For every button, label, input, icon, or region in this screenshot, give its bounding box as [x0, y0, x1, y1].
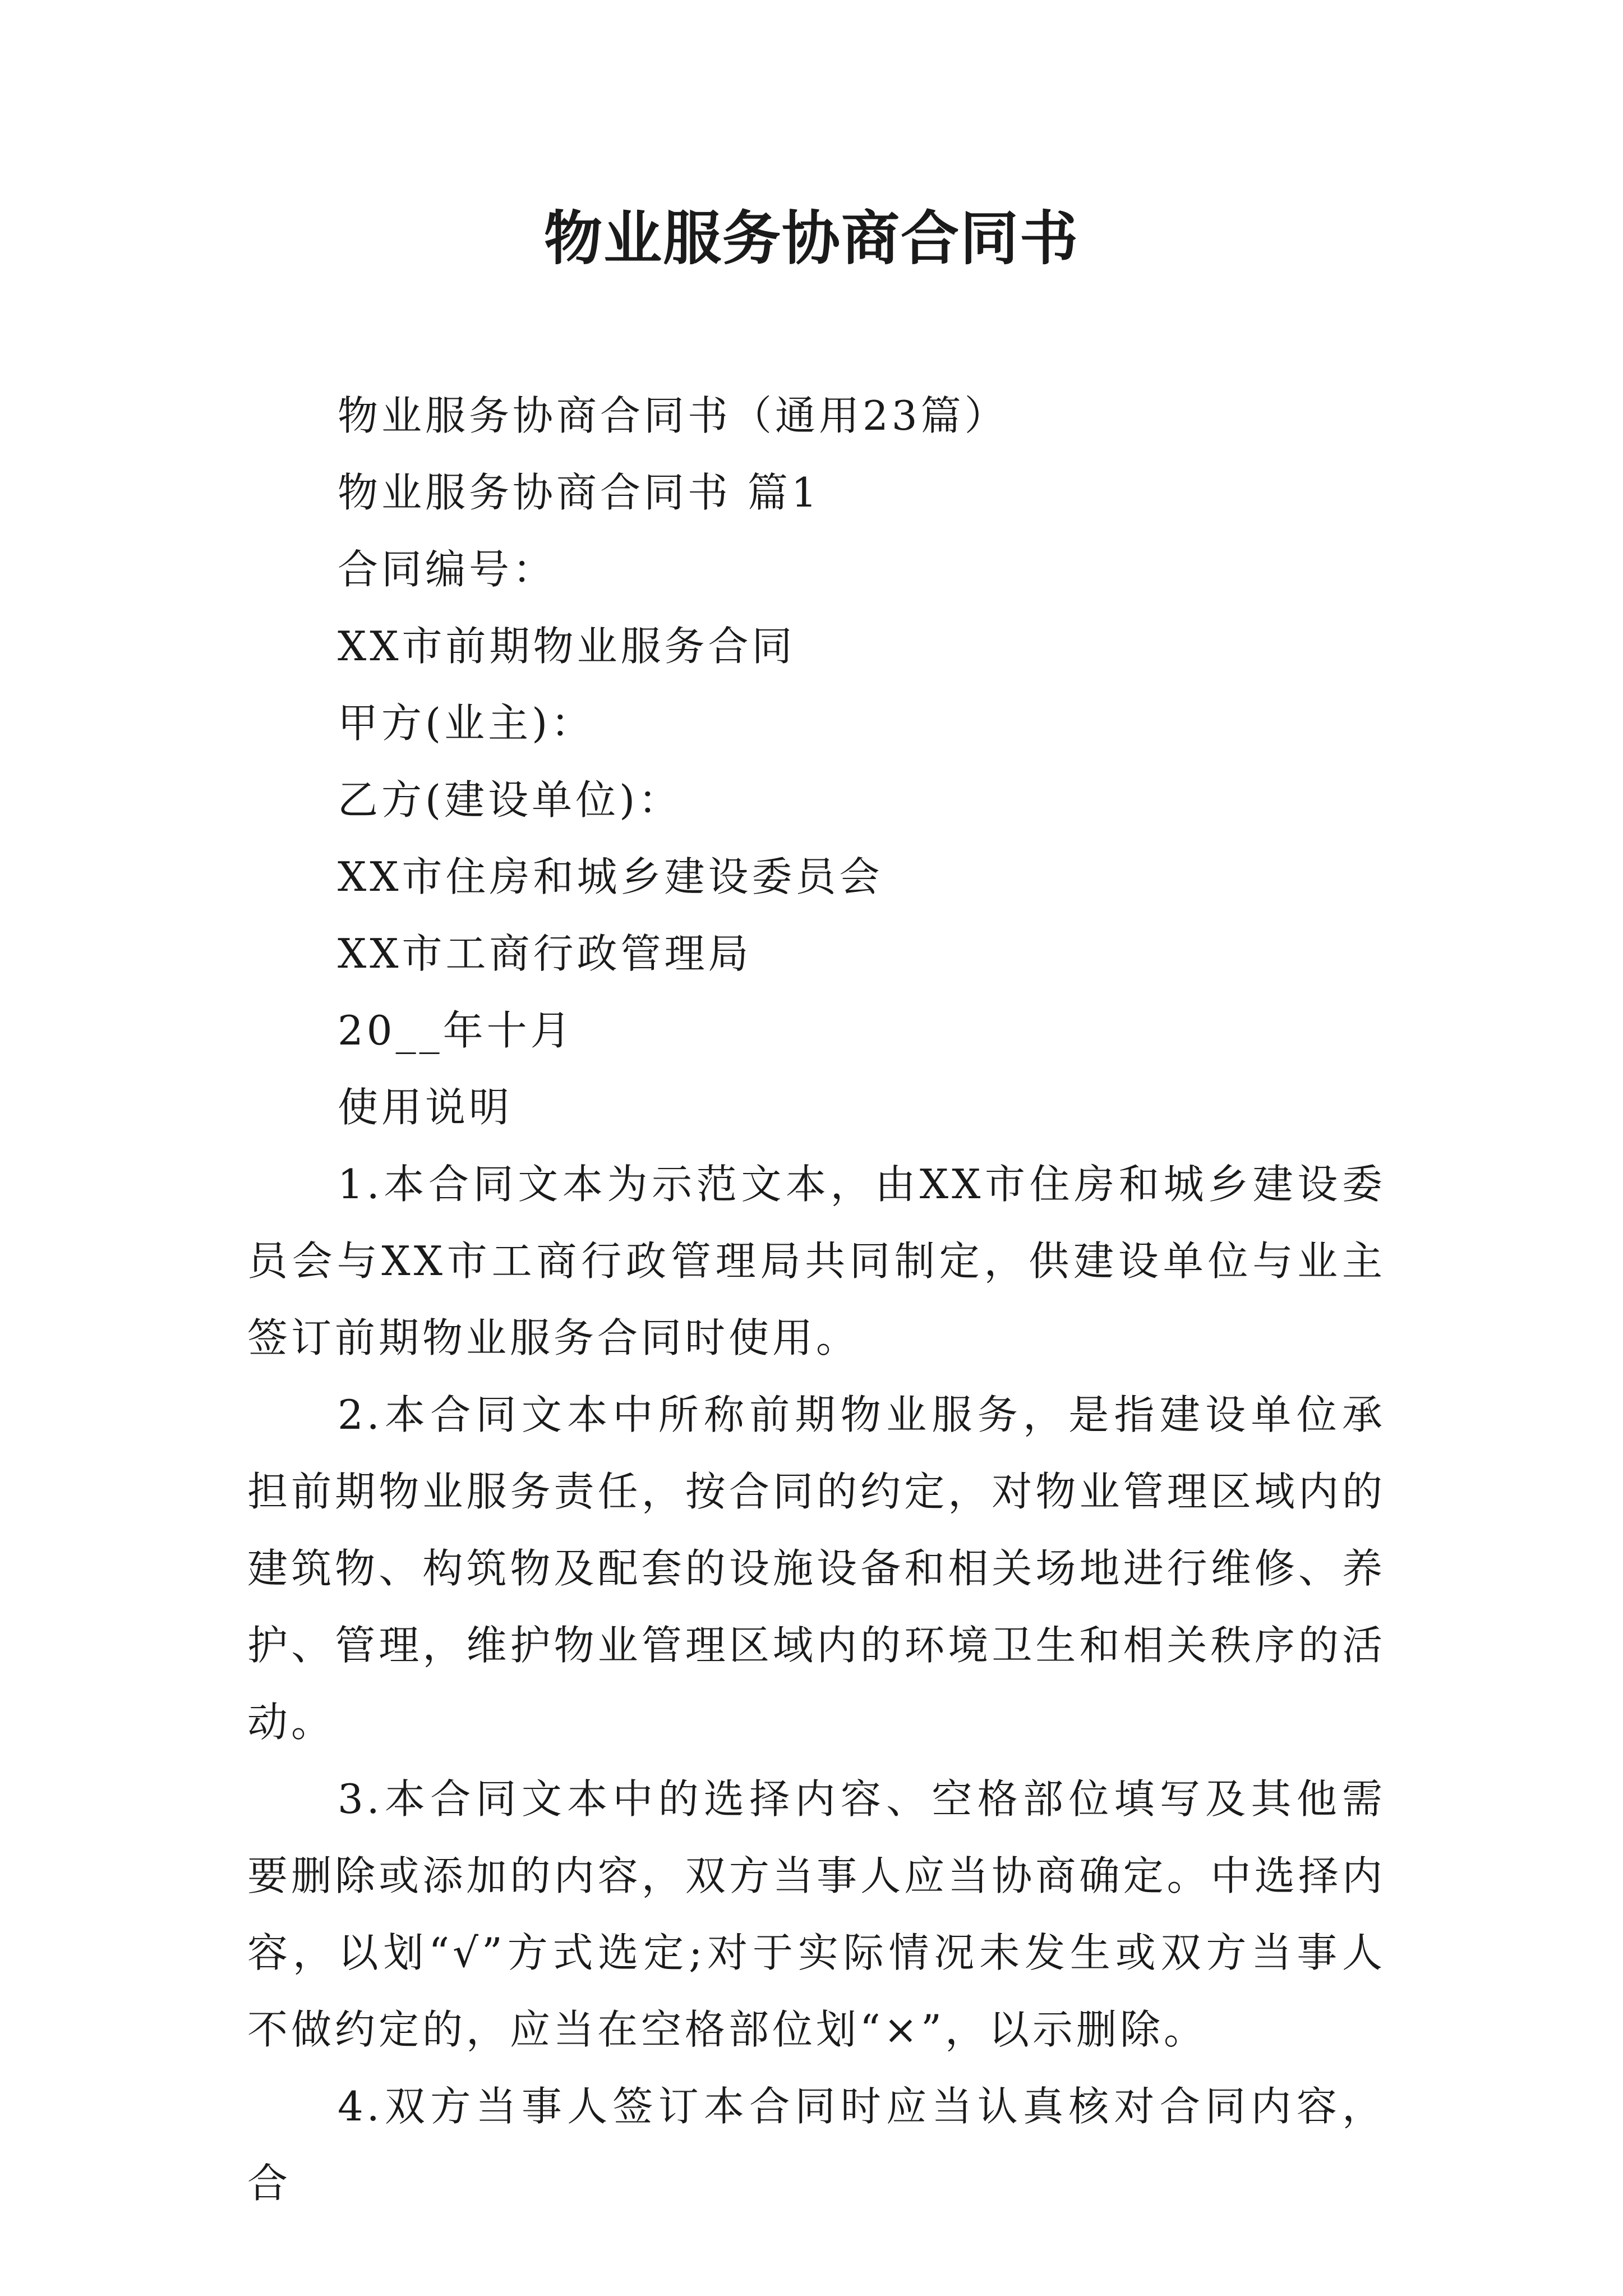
document-title: 物业服务协商合同书 — [543, 204, 1079, 273]
paragraph-2: 2.本合同文本中所称前期物业服务，是指建设单位承担前期物业服务责任，按合同的约定，对物业管理区域内的建筑物、构筑物及配套的设施设备和相关场地进行维修、养护、管理，维护物业管理区域内的环境卫生和相关秩序的活动。 — [247, 1391, 1386, 1746]
date-line: 20__年十月 — [338, 1007, 574, 1054]
paragraph-1: 1.本合同文本为示范文本，由XX市住房和城乡建设委员会与XX市工商行政管理局共同制定，供建设单位与业主签订前期物业服务合同时使用。 — [247, 1161, 1386, 1361]
issuer-line-2: XX市工商行政管理局 — [338, 930, 752, 977]
paragraph-4: 4.双方当事人签订本合同时应当认真核对合同内容，合 — [247, 2083, 1386, 2207]
party-b-line: 乙方(建设单位)： — [338, 776, 683, 823]
paragraph-3: 3.本合同文本中的选择内容、空格部位填写及其他需要删除或添加的内容，双方当事人应当协商确定。中选择内容，以划“√”方式选定;对于实际情况未发生或双方当事人不做约定的，应当在空格部位划“×”，以示删除。 — [247, 1775, 1386, 2053]
issuer-line-1: XX市住房和城乡建设委员会 — [338, 853, 883, 900]
subtitle-line: 物业服务协商合同书（通用23篇） — [338, 392, 1008, 439]
contract-name-line: XX市前期物业服务合同 — [338, 623, 796, 670]
contract-number-label: 合同编号： — [338, 546, 557, 593]
document-body — [247, 378, 1386, 2222]
section-heading: 物业服务协商合同书 篇1 — [338, 469, 820, 516]
party-a-line: 甲方(业主)： — [338, 700, 595, 747]
usage-heading: 使用说明 — [338, 1084, 513, 1131]
